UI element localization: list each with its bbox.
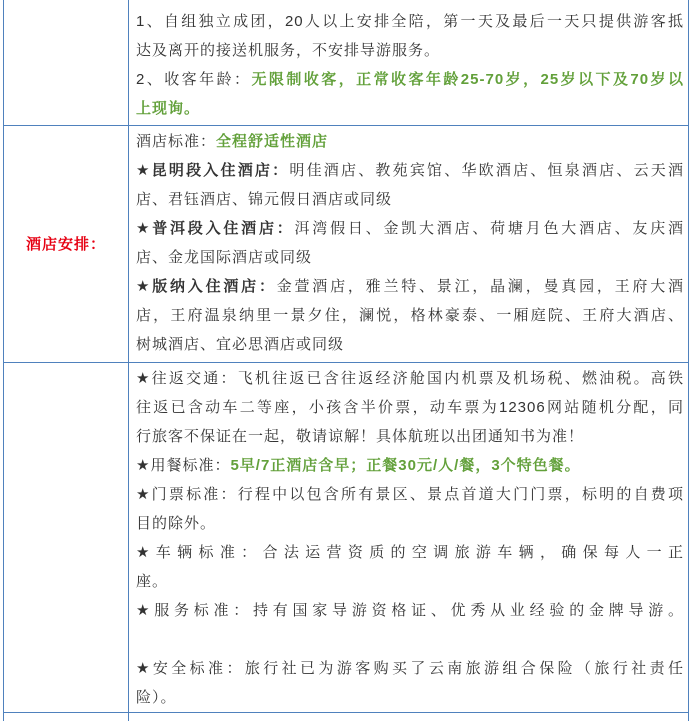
table-row-hotel-arrangement bbox=[3, 126, 689, 363]
puer-hotels-label: ★普洱段入住酒店： bbox=[136, 220, 295, 237]
group-tour-text: 1、自组独立成团，20人以上安排全陪，第一天及最后一天只提供游客抵 bbox=[136, 13, 684, 30]
paragraph-banna-hotels bbox=[136, 272, 684, 359]
text-line bbox=[136, 7, 684, 36]
age-policy-highlight: 上现询。 bbox=[136, 100, 201, 117]
transport-text: 行旅客不保证在一起，敬请谅解！具体航班以出团通知书为准！ bbox=[136, 428, 585, 445]
banna-hotels-label: ★版纳入住酒店： bbox=[136, 278, 277, 295]
table-row-service-standards bbox=[3, 363, 689, 713]
table-row-group-policy bbox=[3, 0, 689, 126]
safety-text: ★安全标准：旅行社已为游客购买了云南旅游组合保险（旅行社责任 bbox=[136, 660, 684, 677]
row-content-cell bbox=[129, 126, 689, 362]
group-tour-text: 达及离开的接送机服务，不安排导游服务。 bbox=[136, 42, 441, 59]
puer-hotels-list: 洱湾假日、金凯大酒店、荷塘月色大酒店、友庆酒 bbox=[294, 220, 684, 237]
vehicle-text: ★车辆标准：合法运营资质的空调旅游车辆，确保每人一正 bbox=[136, 544, 684, 561]
table-row-partial bbox=[3, 713, 689, 721]
text-line bbox=[136, 654, 684, 683]
tickets-text: 目的除外。 bbox=[136, 515, 217, 532]
kunming-hotels-list: 店、君钰酒店、锦元假日酒店或同级 bbox=[136, 191, 393, 208]
paragraph-age-policy bbox=[136, 65, 684, 123]
text-line bbox=[136, 393, 684, 422]
tickets-text: ★门票标准：行程中以包含所有景区、景点首道大门门票，标明的自费项 bbox=[136, 486, 684, 503]
text-line bbox=[136, 185, 684, 214]
meals-label: ★用餐标准： bbox=[136, 457, 231, 474]
paragraph-hotel-standard bbox=[136, 127, 684, 156]
text-line bbox=[136, 36, 684, 65]
hotel-standard-label: 酒店标准： bbox=[136, 133, 217, 150]
text-line bbox=[136, 94, 684, 123]
transport-text: ★往返交通：飞机往返已含往返经济舱国内机票及机场税、燃油税。高铁 bbox=[136, 370, 684, 387]
itinerary-info-table bbox=[3, 0, 689, 721]
row-label-cell bbox=[3, 0, 129, 125]
row-label-cell bbox=[3, 126, 129, 362]
safety-text: 险）。 bbox=[136, 689, 177, 706]
paragraph-puer-hotels bbox=[136, 214, 684, 272]
age-policy-highlight: 无限制收客，正常收客年龄25-70岁，25岁以下及70岁以 bbox=[251, 71, 684, 88]
paragraph-meals bbox=[136, 451, 684, 480]
paragraph-tickets bbox=[136, 480, 684, 538]
text-line bbox=[136, 683, 684, 712]
puer-hotels-list: 店、金龙国际酒店或同级 bbox=[136, 249, 313, 266]
banna-hotels-list: 店，王府温泉纳里一景夕住，澜悦，格林豪泰、一厢庭院、王府大酒店、 bbox=[136, 307, 684, 324]
text-line bbox=[136, 480, 684, 509]
text-line bbox=[136, 214, 684, 243]
vehicle-text: 座。 bbox=[136, 573, 169, 590]
paragraph-guide-service bbox=[136, 596, 684, 625]
text-line bbox=[136, 156, 684, 185]
text-line bbox=[136, 243, 684, 272]
paragraph-transport bbox=[136, 364, 684, 451]
text-line bbox=[136, 301, 684, 330]
paragraph-safety bbox=[136, 654, 684, 712]
text-line bbox=[136, 65, 684, 94]
kunming-hotels-list: 明佳酒店、教苑宾馆、华欧酒店、恒泉酒店、云天酒 bbox=[289, 162, 684, 179]
text-line bbox=[136, 422, 684, 451]
row-content-cell bbox=[129, 713, 689, 721]
banna-hotels-list: 树城酒店、宜必思酒店或同级 bbox=[136, 336, 345, 353]
text-line bbox=[136, 330, 684, 359]
hotel-standard-highlight: 全程舒适性酒店 bbox=[216, 133, 329, 150]
text-line bbox=[136, 596, 684, 625]
transport-text: 往返已含动车二等座，小孩含半价票，动车票为12306网站随机分配，同 bbox=[136, 399, 684, 416]
paragraph-group-tour bbox=[136, 7, 684, 65]
meals-highlight: 5早/7正酒店含早；正餐30元/人/餐，3个特色餐。 bbox=[230, 457, 581, 474]
row-label-cell bbox=[3, 363, 129, 712]
text-line bbox=[136, 509, 684, 538]
banna-hotels-list: 金萱酒店，雅兰特、景江，晶澜，曼真园，王府大酒 bbox=[276, 278, 684, 295]
row-label-cell bbox=[3, 713, 129, 721]
text-line bbox=[136, 567, 684, 596]
hotel-arrangement-label: 酒店安排： bbox=[25, 235, 106, 253]
text-line bbox=[136, 127, 684, 156]
text-line bbox=[136, 451, 684, 480]
text-line bbox=[136, 364, 684, 393]
guide-service-text: ★服务标准：持有国家导游资格证、优秀从业经验的金牌导游。 bbox=[136, 602, 684, 619]
blank-line bbox=[136, 625, 684, 654]
row-content-cell bbox=[129, 363, 689, 712]
text-line bbox=[136, 272, 684, 301]
age-policy-label: 2、收客年龄： bbox=[136, 71, 252, 88]
row-content-cell bbox=[129, 0, 689, 125]
text-line bbox=[136, 538, 684, 567]
paragraph-kunming-hotels bbox=[136, 156, 684, 214]
kunming-hotels-label: ★昆明段入住酒店： bbox=[136, 162, 290, 179]
paragraph-vehicle bbox=[136, 538, 684, 596]
